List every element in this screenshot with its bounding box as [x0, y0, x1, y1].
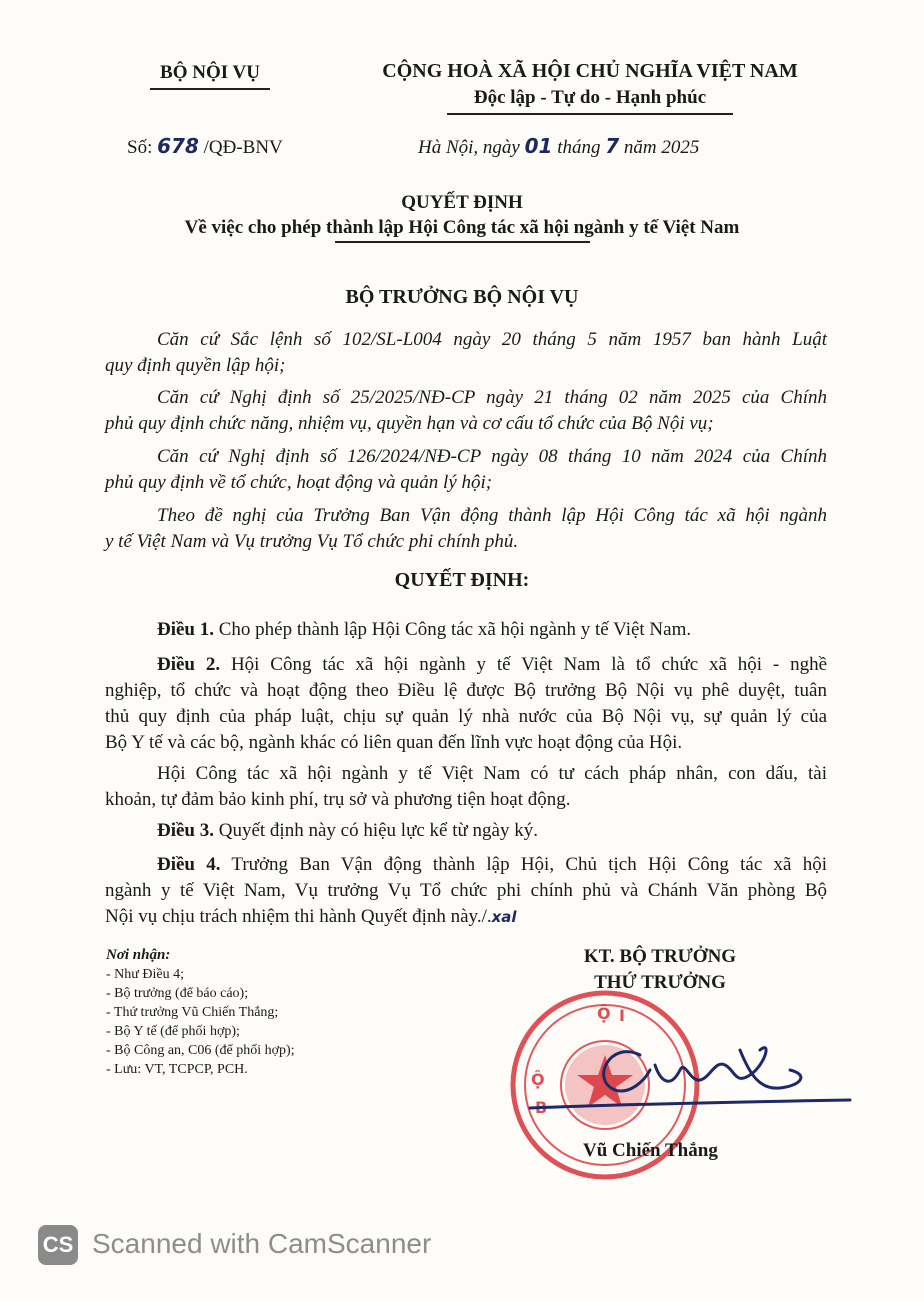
camscanner-watermark: Scanned with CamScanner [92, 1228, 432, 1259]
place-date-1: Hà Nội, ngày [418, 137, 525, 158]
subject-underline [335, 241, 590, 243]
recipient-item: - Thứ trưởng Vũ Chiến Thắng; [106, 1005, 279, 1020]
decision-heading: QUYẾT ĐỊNH: [394, 569, 530, 591]
article-1-text: Cho phép thành lập Hội Công tác xã hội ngành y tế Việt Nam. [214, 619, 692, 640]
day-handwritten: 01 [524, 134, 553, 158]
svg-text:Ộ: Ộ [531, 1070, 545, 1089]
recipient-item: - Như Điều 4; [106, 967, 184, 982]
agency-name: BỘ NỘI VỤ [160, 62, 260, 83]
recipient-item: - Bộ Công an, C06 (để phối hợp); [106, 1043, 295, 1058]
country-name: CỘNG HOÀ XÃ HỘI CHỦ NGHĨA VIỆT NAM [382, 60, 798, 82]
place-date-3: năm 2025 [619, 137, 700, 158]
recipient-item: - Lưu: VT, TCPCP, PCH. [106, 1062, 248, 1077]
handwritten-signature [510, 1020, 860, 1120]
article-2-paragraph-2: Hội Công tác xã hội ngành y tế Việt Nam có tư cách pháp nhân, con dấu, tài khoản, tự đảm bảo kinh phí, trụ sở và phương tiện hoạt động. [105, 763, 827, 810]
camscanner-logo-icon: CS [38, 1225, 78, 1265]
number-suffix: /QĐ-BNV [198, 137, 283, 158]
article-2-label: Điều 2. [157, 654, 221, 675]
number-prefix: Số: [127, 137, 158, 158]
place-date-2: tháng [552, 137, 606, 158]
number-handwritten: 678 [157, 134, 199, 158]
signature-line-2: THỨ TRƯỞNG [594, 972, 726, 993]
document-number [127, 134, 283, 159]
article-4: Điều 4. Trưởng Ban Vận động thành lập Hội, Chủ tịch Hội Công tác xã hội ngành y tế Việt Nam, Vụ trưởng Vụ Tổ chức phi chính phủ và Chánh Văn phòng Bộ Nội vụ chịu trách nhiệm thi hành Quyết định này./.xal [105, 854, 827, 927]
article-4-label: Điều 4. [157, 854, 221, 875]
recipient-item: - Bộ Y tế (để phối hợp); [106, 1024, 240, 1039]
agency-underline [150, 88, 270, 90]
article-2: Điều 2. Hội Công tác xã hội ngành y tế Việt Nam là tổ chức xã hội - nghề nghiệp, tổ chức và hoạt động theo Điều lệ được Bộ trưởng Bộ Nội vụ phê duyệt, tuân thủ quy định của pháp luật, chịu sự quản lý nhà nước của Bộ Nội vụ, sự quản lý của Bộ Y tế và các bộ, ngành khác có liên quan đến lĩnh vực hoạt động của Hội. [105, 654, 828, 753]
preamble-1: Căn cứ Sắc lệnh số 102/SL-L004 ngày 20 tháng 5 năm 1957 ban hành Luật quy định quyền lập hội; [105, 329, 827, 376]
preamble-2: Căn cứ Nghị định số 25/2025/NĐ-CP ngày 21 tháng 02 năm 2025 của Chính phủ quy định chức năng, nhiệm vụ, quyền hạn và cơ cấu tổ chức của Bộ Nội vụ; [105, 387, 827, 434]
signature-line-1: KT. BỘ TRƯỞNG [583, 946, 737, 967]
authority-heading: BỘ TRƯỞNG BỘ NỘI VỤ [345, 286, 579, 308]
document-subject: Về việc cho phép thành lập Hội Công tác xã hội ngành y tế Việt Nam [184, 217, 740, 238]
document-title: QUYẾT ĐỊNH [401, 192, 523, 213]
article-3-label: Điều 3. [157, 820, 214, 841]
recipient-item: - Bộ trưởng (để báo cáo); [106, 986, 249, 1001]
preamble-4: Theo đề nghị của Trưởng Ban Vận động thành lập Hội Công tác xã hội ngành y tế Việt Nam và Vụ trưởng Vụ Tổ chức phi chính phủ. [105, 505, 827, 552]
initial-mark: xal [491, 908, 517, 926]
article-1-label: Điều 1. [157, 619, 214, 640]
article-3: Điều 3. Quyết định này có hiệu lực kể từ ngày ký. [157, 820, 538, 841]
svg-text:B: B [535, 1098, 548, 1117]
signer-name: Vũ Chiến Thắng [583, 1140, 718, 1161]
motto-underline [447, 113, 733, 115]
recipients-title: Nơi nhận: [106, 947, 171, 963]
svg-text:I: I [619, 1006, 625, 1025]
motto: Độc lập - Tự do - Hạnh phúc [473, 87, 707, 108]
month-handwritten: 7 [605, 134, 620, 158]
article-1 [105, 617, 827, 643]
recipients [106, 946, 406, 1079]
place-date [418, 134, 699, 159]
preamble-3: Căn cứ Nghị định số 126/2024/NĐ-CP ngày 08 tháng 10 năm 2024 của Chính phủ quy định về tổ chức, hoạt động và quản lý hội; [105, 446, 827, 493]
svg-text:Ộ: Ộ [597, 1004, 611, 1023]
